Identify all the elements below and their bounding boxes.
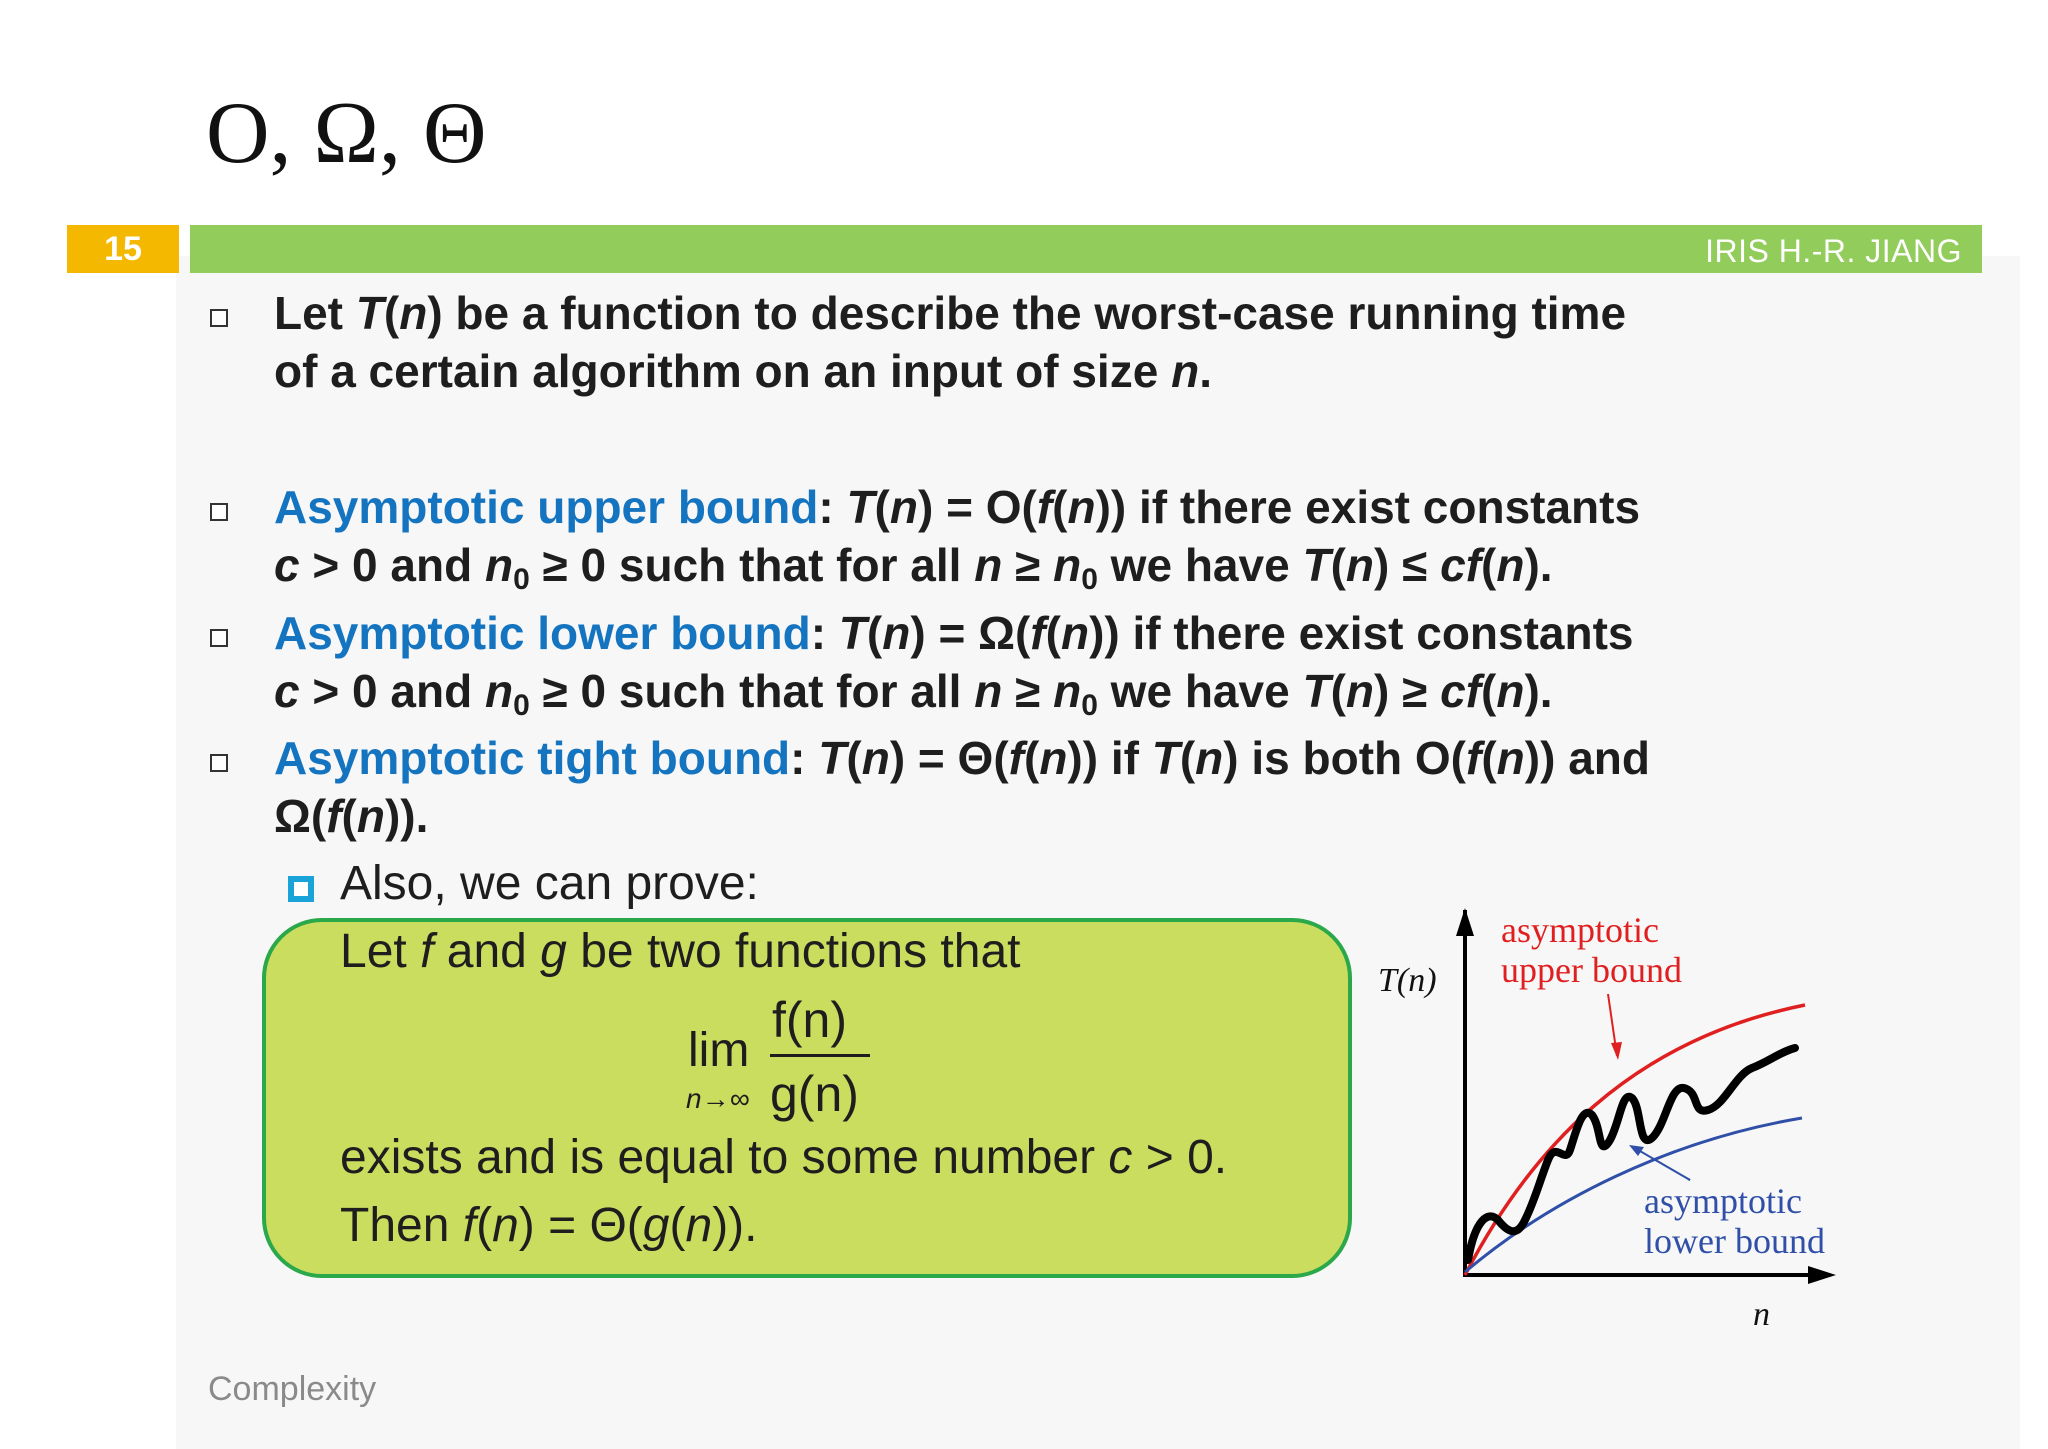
x-axis-label: n (1753, 1296, 1770, 1333)
sub-bullet-text: Also, we can prove: (340, 857, 759, 910)
bullet-4-line-2: Ω(f(n)). (274, 790, 429, 842)
lower-bound-label: lower bound (1644, 1221, 1825, 1261)
bullet-2-line-2: c > 0 and $n_0 \ge 0$ such that for all $n \ge n_0$ we have T(n) ≤ cf(n). (274, 539, 1553, 596)
limit-operator: lim (688, 1024, 750, 1077)
bullet-1-line-1: Let T(n) be a function to describe the worst-case running time (274, 287, 1627, 339)
author-initial: J (1865, 233, 1882, 269)
square-bullet-icon (210, 503, 228, 521)
x-axis-arrowhead-icon (1808, 1266, 1836, 1284)
author-text: H.-R. (1769, 233, 1866, 269)
theorem-line-3: exists and is equal to some number c > 0. (340, 1131, 1228, 1184)
header-bar (190, 225, 1982, 273)
lower-pointer-arrow-icon (1629, 1145, 1644, 1156)
term-tight-bound: Asymptotic tight bound (274, 732, 791, 784)
upper-bound-label: upper bound (1501, 950, 1682, 990)
y-axis-arrowhead-icon (1456, 908, 1474, 936)
term-upper-bound: Asymptotic upper bound (274, 481, 819, 533)
lower-bound-label: asymptotic (1644, 1181, 1802, 1221)
fraction-bar (770, 1054, 870, 1057)
square-bullet-icon (210, 309, 228, 327)
fraction-denominator: g(n) (770, 1066, 859, 1122)
footer-topic: Complexity (208, 1370, 377, 1408)
bullet-2-line-1: Asymptotic upper bound: T(n) = O(f(n)) if there exist constants (274, 481, 1641, 533)
theorem-line-1: Let f and g be two functions that (340, 925, 1021, 978)
author-initial: I (1705, 233, 1715, 269)
upper-bound-label: asymptotic (1501, 910, 1659, 950)
asymptotic-bounds-figure (1370, 900, 1870, 1340)
term-lower-bound: Asymptotic lower bound (274, 607, 811, 659)
limit-subscript: n→∞ (686, 1083, 750, 1114)
author-name (1705, 225, 1962, 273)
fraction-numerator: f(n) (772, 992, 847, 1048)
author-text: IANG (1881, 233, 1962, 269)
upper-pointer-arrow-icon (1611, 1042, 1622, 1060)
theorem-line-4: Then f(n) = Θ(g(n)). (340, 1199, 758, 1252)
y-axis-label: T(n) (1378, 962, 1437, 999)
bullet-3-line-1: Asymptotic lower bound: T(n) = Ω(f(n)) if there exist constants (274, 607, 1634, 659)
author-text: RIS (1714, 233, 1770, 269)
square-bullet-icon (210, 629, 228, 647)
slide-title: O, Ω, Θ (206, 85, 487, 182)
bullet-4-line-1: Asymptotic tight bound: T(n) = Θ(f(n)) if T(n) is both O(f(n)) and (274, 732, 1650, 784)
sub-bullet-icon (288, 876, 314, 902)
page-number-badge: 15 (67, 225, 179, 273)
bullet-1-line-2: of a certain algorithm on an input of size n. (274, 345, 1212, 397)
square-bullet-icon (210, 754, 228, 772)
bullet-3-line-2: c > 0 and $n_0 \ge 0$ such that for all $n \ge n_0$ we have T(n) ≥ cf(n). (274, 665, 1553, 722)
